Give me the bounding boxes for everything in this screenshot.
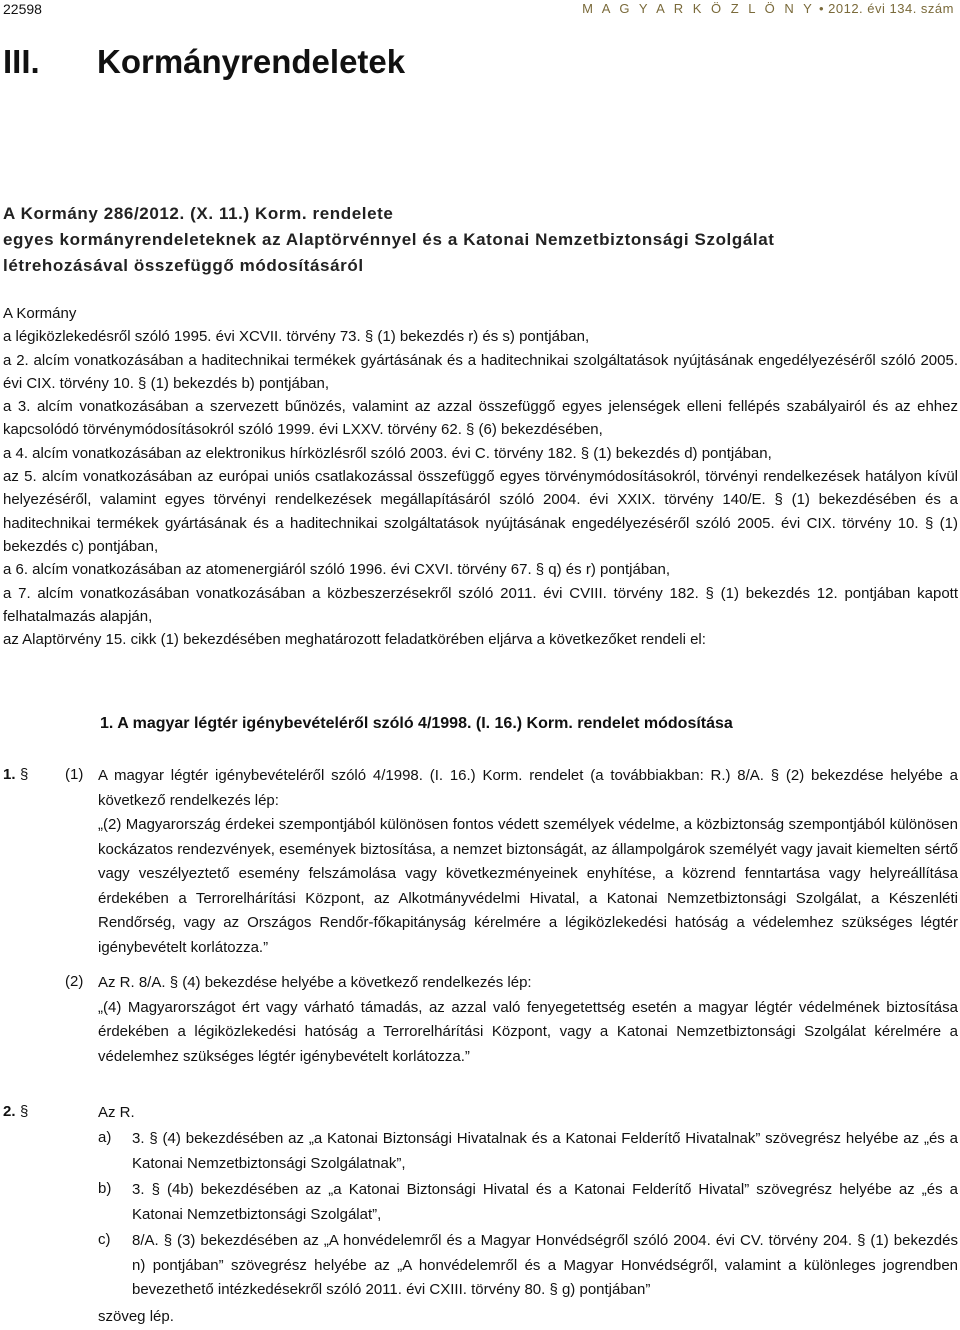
part-title: Kormányrendeletek [97,43,406,80]
journal-name: M A G Y A R K Ö Z L Ö N Y [582,1,815,16]
closing-text: szöveg lép. [98,1308,174,1325]
decree-title-line: egyes kormányrendeleteknek az Alaptörvénnyel és a Katonai Nemzetbiztonsági Szolgálat [3,230,775,249]
item-body: 3. § (4b) bekezdésében az „a Katonai Biztonsági Hivatal és a Katonai Felderítő Hivatal” szövegrész helyébe az „és a Katonai Nemzetbiztonsági Szolgálat”, [132,1181,958,1223]
paragraph-text [98,971,958,1069]
preamble-line: az 5. alcím vonatkozásában az európai uniós csatlakozással összefüggő egyes törvénymódosításokról, törvényi rendelkezések hatályon kívül helyezéséről, valamint egyes törvényi rendelkezések megállapításáról szóló 2004. évi XXIX. törvény 140/E. § (1) bekezdésében és a haditechnikai termékek gyártásának és a haditechnikai szolgáltatások nyújtásának engedélyezéséről szóló 2005. évi CIX. törvény 10. § (1) bekezdés c) pontjában, [3,468,958,555]
preamble-line: A Kormány [3,305,77,322]
section-symbol: § [20,766,29,783]
decree-title-line: A Kormány 286/2012. (X. 11.) Korm. rendelete [3,204,394,223]
article-number: 1. [3,766,16,783]
page-number: 22598 [3,1,42,17]
preamble-line: a 4. alcím vonatkozásában az elektronikus hírközlésről szóló 2003. évi C. törvény 182. § (1) bekezdés d) pontjában, [3,444,772,462]
preamble-line: a 7. alcím vonatkozásában vonatkozásában a közbeszerzésekről szóló 2011. évi CVIII. törvény 182. § (1) bekezdés 12. pontjában kapott felhatalmazás alapján, [3,584,958,625]
running-header [582,1,954,16]
section-heading: 1. A magyar légtér igénybevételéről szóló 4/1998. (I. 16.) Korm. rendelet módosítása [100,715,733,732]
preamble-line: az Alaptörvény 15. cikk (1) bekezdésében meghatározott feladatkörében eljárva a következőket rendeli el: [3,631,706,649]
item-label: b) [98,1180,112,1197]
preamble-line: a 6. alcím vonatkozásában az atomenergiáról szóló 1996. évi CXVI. törvény 67. § q) és r) pontjában, [3,561,671,579]
paragraph-number: (2) [65,973,84,990]
paragraph-text [98,764,958,960]
item-text [132,1127,958,1176]
paragraph-body: A magyar légtér igénybevételéről szóló 4/1998. (I. 16.) Korm. rendelet (a továbbiakban: R.) 8/A. § (2) bekezdése helyébe a következő rendelkezés lép: [98,767,958,809]
item-body: 8/A. § (3) bekezdésében az „A honvédelemről és a Magyar Honvédségről szóló 2004. évi CV. törvény 204. § (1) bekezdés n) pontjában” szövegrész helyébe az „A honvédelemről és a Magyar Honvédségről, valamint a különleges jogrendben bevezethető intézkedésekről szóló 2011. évi CXIII. törvény 80. § g) pontjában” [132,1232,958,1298]
preamble-line: a 2. alcím vonatkozásában a haditechnikai termékek gyártásának és a haditechnikai szolgáltatások nyújtásának engedélyezéséről szóló 2005. évi CIX. törvény 10. § (1) bekezdés b) pontjában, [3,351,958,392]
item-text [132,1178,958,1227]
paragraph-body: Az R. 8/A. § (4) bekezdése helyébe a következő rendelkezés lép: [98,974,532,991]
item-text [132,1229,958,1303]
issue-number: 2012. évi 134. szám [828,1,954,16]
article-number: 2. [3,1103,16,1120]
article-intro: Az R. [98,1104,135,1121]
preamble [3,302,958,651]
paragraph-number: (1) [65,766,84,783]
preamble-line: a légiközlekedésről szóló 1995. évi XCVII. törvény 73. § (1) bekezdés r) és s) pontjában, [3,328,590,346]
quoted-provision: „(4) Magyarországot ért vagy várható támadás, az azzal való fenyegetettség esetén a magyar légtér védelmének biztosítása érdekében a légiközlekedési hatóság a Terrorelhárítási Központ, vagy a Katonai Nemzetbiztonsági Szolgálat kérelmére a védelemhez szükséges légtér igénybevételt korlátozza.” [98,998,958,1065]
bullet: • [818,1,825,16]
preamble-line: a 3. alcím vonatkozásában a szervezett bűnözés, valamint az azzal összefüggő egyes jelenségek elleni fellépés szabályairól és az ehhez kapcsolódó törvénymódosításokról szóló 1999. évi LXXV. törvény 62. § (6) bekezdésében, [3,398,958,439]
part-number: III. [3,43,40,80]
item-body: 3. § (4) bekezdésében az „a Katonai Biztonsági Hivatalnak és a Katonai Felderítő Hivatalnak” szövegrész helyébe az „és a Katonai Nemzetbiztonsági Szolgálatnak”, [132,1130,958,1172]
item-label: a) [98,1129,112,1146]
decree-title [3,201,955,279]
section-symbol: § [20,1103,29,1120]
item-label: c) [98,1231,111,1248]
quoted-provision: „(2) Magyarország érdekei szempontjából különösen fontos védett személyek védelme, a közbiztonság szempontjából különösen kockázatos rendezvények, események biztosítása, a nemzet biztonságát, az állampolgárok személyét vagy javait kiemelten sértő vagy veszélyeztető esemény felszámolása vagy következményeinek enyhítése, a közrend fenntartása vagy helyreállítása érdekében a Terrorelhárítási Központ, az Alkotmányvédelmi Hivatal, a Katonai Nemzetbiztonsági Szolgálat, a Készenléti Rendőrség, vagy az Országos Rendőr-főkapitányság kérelmére a légiközlekedési hatóság a védelemhez szükséges légtér igénybevételt korlátozza.” [98,816,958,956]
decree-title-line: létrehozásával összefüggő módosításáról [3,256,364,275]
